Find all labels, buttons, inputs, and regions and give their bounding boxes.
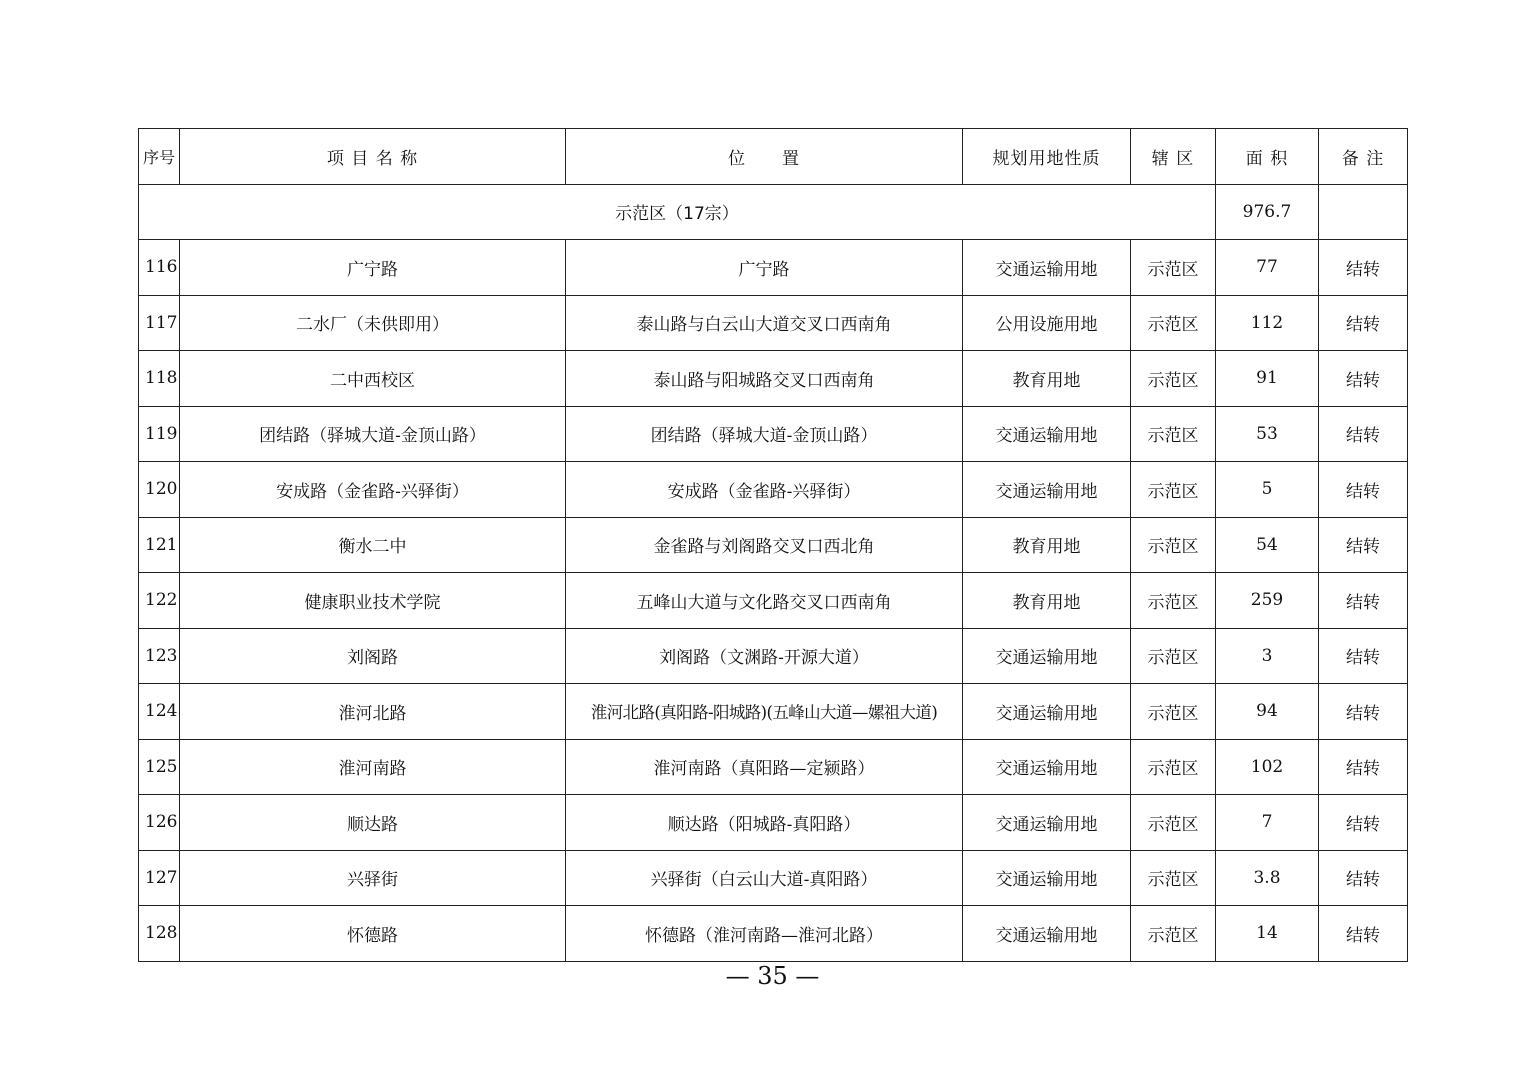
cell-land-use: 交通运输用地 — [963, 906, 1131, 962]
header-remark: 备 注 — [1319, 129, 1408, 185]
cell-project-name: 健康职业技术学院 — [180, 573, 566, 629]
cell-seq: 122 — [139, 573, 180, 629]
cell-location: 顺达路（阳城路-真阳路） — [566, 795, 963, 851]
header-name: 项 目 名 称 — [180, 129, 566, 185]
header-row — [139, 129, 1408, 185]
cell-land-use: 交通运输用地 — [963, 795, 1131, 851]
cell-district: 示范区 — [1131, 739, 1216, 795]
header-land-use: 规划用地性质 — [963, 129, 1131, 185]
cell-seq: 125 — [139, 739, 180, 795]
cell-land-use: 交通运输用地 — [963, 850, 1131, 906]
cell-location: 五峰山大道与文化路交叉口西南角 — [566, 573, 963, 629]
cell-remark: 结转 — [1319, 739, 1408, 795]
cell-remark: 结转 — [1319, 684, 1408, 740]
cell-district: 示范区 — [1131, 628, 1216, 684]
cell-location: 团结路（驿城大道-金顶山路） — [566, 406, 963, 462]
cell-district: 示范区 — [1131, 517, 1216, 573]
cell-area: 54 — [1216, 517, 1319, 573]
cell-district: 示范区 — [1131, 240, 1216, 296]
cell-location: 淮河南路（真阳路—定颍路） — [566, 739, 963, 795]
cell-area: 53 — [1216, 406, 1319, 462]
table-row — [139, 295, 1408, 351]
cell-remark: 结转 — [1319, 795, 1408, 851]
cell-area: 259 — [1216, 573, 1319, 629]
cell-area: 14 — [1216, 906, 1319, 962]
cell-remark: 结转 — [1319, 850, 1408, 906]
cell-location: 广宁路 — [566, 240, 963, 296]
cell-seq: 116 — [139, 240, 180, 296]
cell-seq: 120 — [139, 462, 180, 518]
cell-area: 94 — [1216, 684, 1319, 740]
table-row — [139, 906, 1408, 962]
cell-project-name: 刘阁路 — [180, 628, 566, 684]
cell-seq: 118 — [139, 351, 180, 407]
cell-project-name: 淮河南路 — [180, 739, 566, 795]
group-area-total: 976.7 — [1216, 184, 1319, 240]
cell-seq: 124 — [139, 684, 180, 740]
table-row — [139, 351, 1408, 407]
cell-district: 示范区 — [1131, 462, 1216, 518]
cell-district: 示范区 — [1131, 850, 1216, 906]
cell-area: 5 — [1216, 462, 1319, 518]
cell-seq: 126 — [139, 795, 180, 851]
cell-land-use: 交通运输用地 — [963, 739, 1131, 795]
header-district: 辖 区 — [1131, 129, 1216, 185]
cell-district: 示范区 — [1131, 684, 1216, 740]
cell-land-use: 交通运输用地 — [963, 406, 1131, 462]
cell-land-use: 教育用地 — [963, 573, 1131, 629]
group-label: 示范区（17宗） — [139, 184, 1216, 240]
cell-location: 怀德路（淮河南路—淮河北路） — [566, 906, 963, 962]
cell-location: 刘阁路（文渊路-开源大道） — [566, 628, 963, 684]
cell-area: 3.8 — [1216, 850, 1319, 906]
cell-area: 102 — [1216, 739, 1319, 795]
table-row — [139, 573, 1408, 629]
cell-project-name: 安成路（金雀路-兴驿街） — [180, 462, 566, 518]
cell-district: 示范区 — [1131, 795, 1216, 851]
table-row — [139, 850, 1408, 906]
cell-district: 示范区 — [1131, 295, 1216, 351]
cell-project-name: 怀德路 — [180, 906, 566, 962]
table-row — [139, 684, 1408, 740]
cell-remark: 结转 — [1319, 240, 1408, 296]
cell-project-name: 淮河北路 — [180, 684, 566, 740]
cell-district: 示范区 — [1131, 906, 1216, 962]
cell-project-name: 兴驿街 — [180, 850, 566, 906]
land-use-table — [138, 128, 1408, 962]
cell-project-name: 二水厂（未供即用） — [180, 295, 566, 351]
cell-area: 91 — [1216, 351, 1319, 407]
cell-remark: 结转 — [1319, 351, 1408, 407]
cell-district: 示范区 — [1131, 573, 1216, 629]
cell-seq: 119 — [139, 406, 180, 462]
cell-remark: 结转 — [1319, 462, 1408, 518]
cell-area: 112 — [1216, 295, 1319, 351]
cell-land-use: 交通运输用地 — [963, 628, 1131, 684]
cell-district: 示范区 — [1131, 406, 1216, 462]
cell-seq: 127 — [139, 850, 180, 906]
cell-seq: 117 — [139, 295, 180, 351]
cell-location: 泰山路与阳城路交叉口西南角 — [566, 351, 963, 407]
cell-project-name: 衡水二中 — [180, 517, 566, 573]
group-remark-empty — [1319, 184, 1408, 240]
cell-location: 淮河北路(真阳路-阳城路)(五峰山大道—嫘祖大道) — [566, 684, 963, 740]
cell-area: 7 — [1216, 795, 1319, 851]
cell-location: 金雀路与刘阁路交叉口西北角 — [566, 517, 963, 573]
cell-remark: 结转 — [1319, 628, 1408, 684]
cell-location: 安成路（金雀路-兴驿街） — [566, 462, 963, 518]
table-row — [139, 517, 1408, 573]
cell-remark: 结转 — [1319, 517, 1408, 573]
cell-project-name: 广宁路 — [180, 240, 566, 296]
header-location: 位 置 — [566, 129, 963, 185]
cell-land-use: 交通运输用地 — [963, 684, 1131, 740]
table-row — [139, 795, 1408, 851]
table-row — [139, 240, 1408, 296]
cell-land-use: 交通运输用地 — [963, 462, 1131, 518]
cell-land-use: 交通运输用地 — [963, 240, 1131, 296]
cell-seq: 121 — [139, 517, 180, 573]
cell-project-name: 二中西校区 — [180, 351, 566, 407]
cell-land-use: 教育用地 — [963, 517, 1131, 573]
cell-remark: 结转 — [1319, 906, 1408, 962]
cell-district: 示范区 — [1131, 351, 1216, 407]
cell-remark: 结转 — [1319, 573, 1408, 629]
cell-remark: 结转 — [1319, 295, 1408, 351]
page-number: — 35 — — [725, 962, 820, 990]
table-row — [139, 462, 1408, 518]
cell-remark: 结转 — [1319, 406, 1408, 462]
group-row — [139, 184, 1408, 240]
table-row — [139, 628, 1408, 684]
cell-project-name: 顺达路 — [180, 795, 566, 851]
cell-seq: 128 — [139, 906, 180, 962]
table-row — [139, 406, 1408, 462]
cell-project-name: 团结路（驿城大道-金顶山路） — [180, 406, 566, 462]
header-seq: 序号 — [139, 129, 180, 185]
table-row — [139, 739, 1408, 795]
cell-land-use: 公用设施用地 — [963, 295, 1131, 351]
cell-location: 兴驿街（白云山大道-真阳路） — [566, 850, 963, 906]
cell-seq: 123 — [139, 628, 180, 684]
header-area: 面 积 — [1216, 129, 1319, 185]
cell-land-use: 教育用地 — [963, 351, 1131, 407]
cell-area: 3 — [1216, 628, 1319, 684]
cell-area: 77 — [1216, 240, 1319, 296]
cell-location: 泰山路与白云山大道交叉口西南角 — [566, 295, 963, 351]
